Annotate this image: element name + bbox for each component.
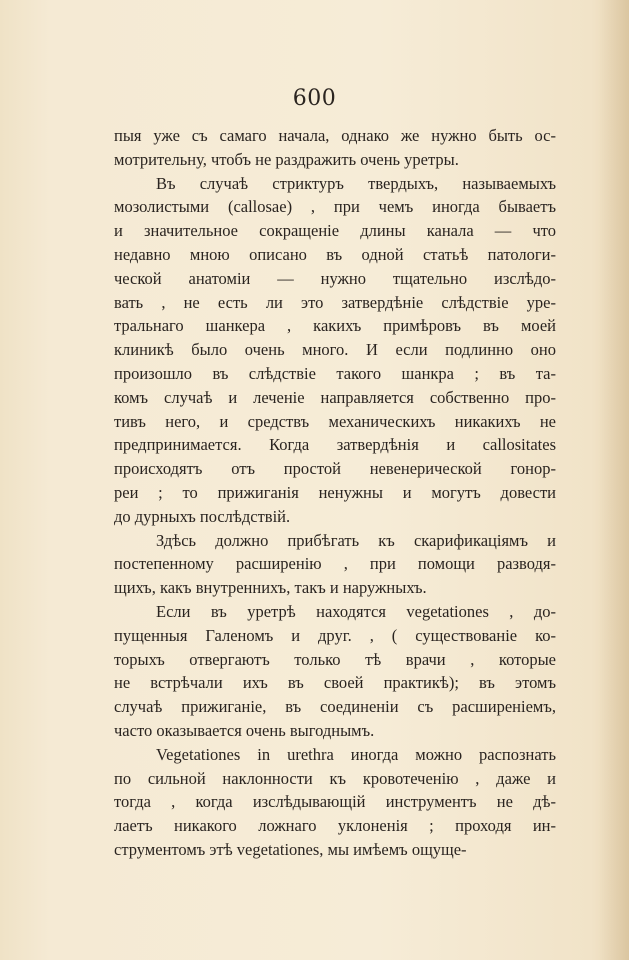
paragraph	[114, 172, 556, 529]
page-body-text	[114, 124, 556, 862]
text-line: и значительное сокращеніе длины канала — что	[114, 221, 556, 241]
text-line: ческой анатоміи — нужно тщательно изслѣдо-	[114, 268, 556, 288]
text-line: случаѣ прижиганіе, въ соединеніи съ расширеніемъ,	[114, 697, 556, 717]
paragraph	[114, 529, 556, 600]
text-line: произошло въ слѣдствіе такого шанкра ; въ та-	[114, 363, 556, 383]
text-line: не встрѣчали ихъ въ своей практикѣ); въ этомъ	[114, 673, 556, 693]
paragraph	[114, 600, 556, 743]
page-edge-shadow	[599, 0, 629, 960]
text-line: мозолистыми (callosae) , при чемъ иногда бываетъ	[114, 197, 556, 217]
text-line: вать , не есть ли это затвердѣніе слѣдствіе уре-	[114, 292, 556, 312]
text-line: пущенныя Галеномъ и друг. , ( существованіе ко-	[114, 625, 556, 645]
text-line: часто оказывается очень выгоднымъ.	[114, 720, 375, 740]
text-line: струментомъ этѣ vegetationes, мы имѣемъ ощуще-	[114, 839, 467, 859]
text-line: тивъ него, и средствъ механическихъ никакихъ не	[114, 411, 556, 431]
text-line: постепенному расширенію , при помощи разводя-	[114, 554, 556, 574]
text-line: тральнаго шанкера , какихъ примѣровъ въ моей	[114, 316, 556, 336]
text-line: комъ случаѣ и леченіе направляется собственно про-	[114, 387, 556, 407]
text-line: до дурныхъ послѣдствій.	[114, 506, 291, 526]
text-line: лаетъ никакого ложнаго уклоненія ; проходя ин-	[114, 816, 556, 836]
paragraph	[114, 124, 556, 172]
paragraph	[114, 743, 556, 862]
text-line: мотрительну, чтобъ не раздражить очень уретры.	[114, 149, 459, 169]
text-line: щихъ, какъ внутреннихъ, такъ и наружныхъ.	[114, 578, 427, 598]
text-line: недавно мною описано въ одной статьѣ патологи-	[114, 244, 556, 264]
text-line: Если въ уретрѣ находятся vegetationes , до-	[156, 601, 556, 621]
text-line: тогда , когда изслѣдывающій инструментъ не дѣ-	[114, 792, 556, 812]
text-line: предпринимается. Когда затвердѣнія и callositates	[114, 435, 556, 455]
text-line: пыя уже съ самаго начала, однако же нужно быть ос-	[114, 126, 556, 145]
text-line: Здѣсь должно прибѣгать къ скарификаціямъ и	[156, 530, 556, 550]
text-line: Въ случаѣ стриктуръ твердыхъ, называемыхъ	[156, 173, 556, 193]
text-line: реи ; то прижиганія ненужны и могутъ довести	[114, 482, 556, 502]
text-line: клиникѣ было очень много. И если подлинно оно	[114, 340, 556, 360]
page-number: 600	[292, 86, 337, 111]
text-line: происходятъ отъ простой невенерической гонор-	[114, 459, 556, 479]
text-line: торыхъ отвергаютъ только тѣ врачи , которые	[114, 649, 556, 669]
text-line: по сильной наклонности къ кровотеченію , даже и	[114, 768, 556, 788]
text-line: Vegetationes in urethra иногда можно распознать	[156, 744, 556, 764]
